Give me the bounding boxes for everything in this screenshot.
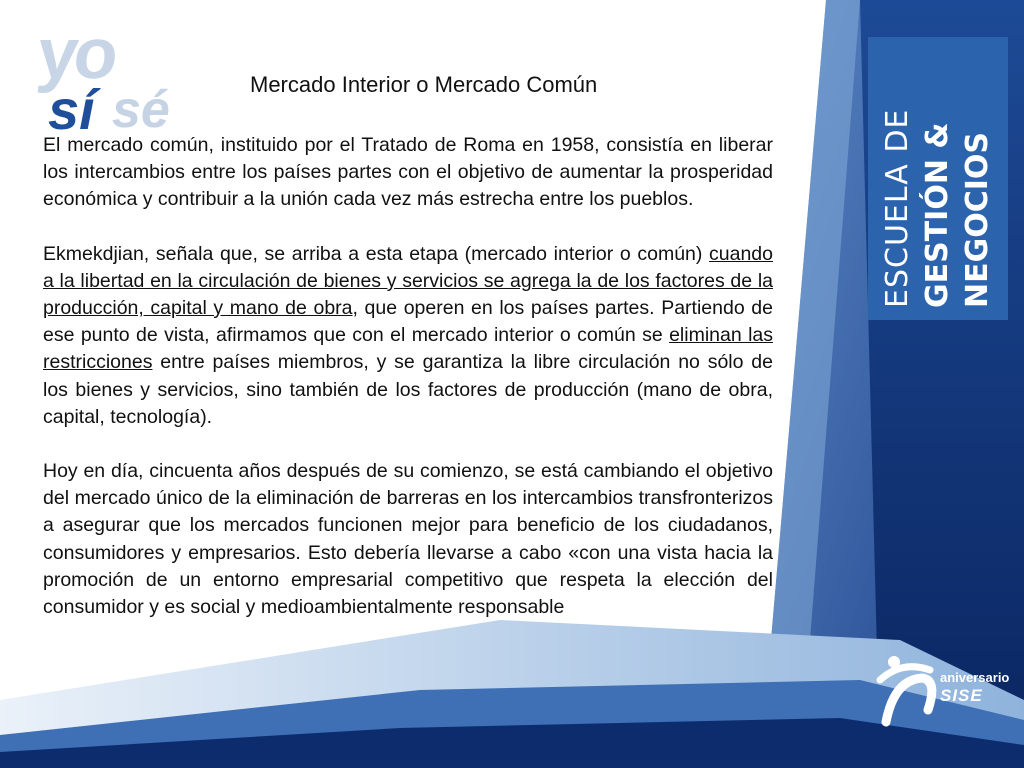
paragraph-1: El mercado común, instituido por el Tratado de Roma en 1958, consistía en liberar los intercambios entre los países partes con el objetivo de aumentar la prosperidad económica y contribuir a la unión cada vez más estrecha entre los pueblos.: [43, 134, 773, 211]
paragraph-2-part-a: Ekmekdjian, señala que, se arriba a esta etapa (mercado interior o común): [43, 242, 710, 265]
paragraph-2-underlined-2: eliminan las restricciones: [43, 324, 773, 374]
school-line-3: NEGOCIOS: [960, 131, 995, 308]
logo-se: sé: [112, 81, 170, 139]
school-line-2: GESTIÓN &: [920, 122, 955, 308]
paragraph-2-part-e: entre países miembros, y se garantiza la libre circulación no sólo de los bienes y servicios, sino también de los factores de producción (mano de obra, capital, tecnología).: [43, 351, 773, 428]
paragraph-2-part-c: , que operen en los países partes. Partiendo de ese punto de vista, afirmamos que con el mercado interior o común se: [43, 297, 773, 347]
paragraph-2: [43, 241, 773, 431]
logo-si: sí: [48, 78, 95, 141]
paragraph-2-underlined-1: cuando a la libertad en la circulación de bienes y servicios se agrega la de los factores de la producción, capital y mano de obra: [43, 242, 773, 320]
slide-title: Mercado Interior o Mercado Común: [250, 72, 598, 97]
logo-yo: yo: [33, 14, 119, 94]
anniversary-brand: SISE: [940, 686, 983, 705]
school-line-1: ESCUELA DE: [880, 108, 915, 308]
school-banner-text: [868, 37, 1008, 320]
anniversary-label: aniversario: [940, 670, 1010, 685]
paragraph-3: Hoy en día, cincuenta años después de su comienzo, se está cambiando el objetivo del mercado único de la eliminación de barreras en los intercambios transfronterizos a asegurar que los mercados funcionen mejor para beneficio de los ciudadanos, consumidores y empresarios. Esto debería llevarse a cabo «con una vista hacia la promoción de un entorno empresarial competitivo que respeta la elección del consumidor y es social y medioambientalmente responsable: [43, 460, 773, 619]
slide-body: [43, 132, 773, 621]
school-banner: [868, 37, 1008, 320]
